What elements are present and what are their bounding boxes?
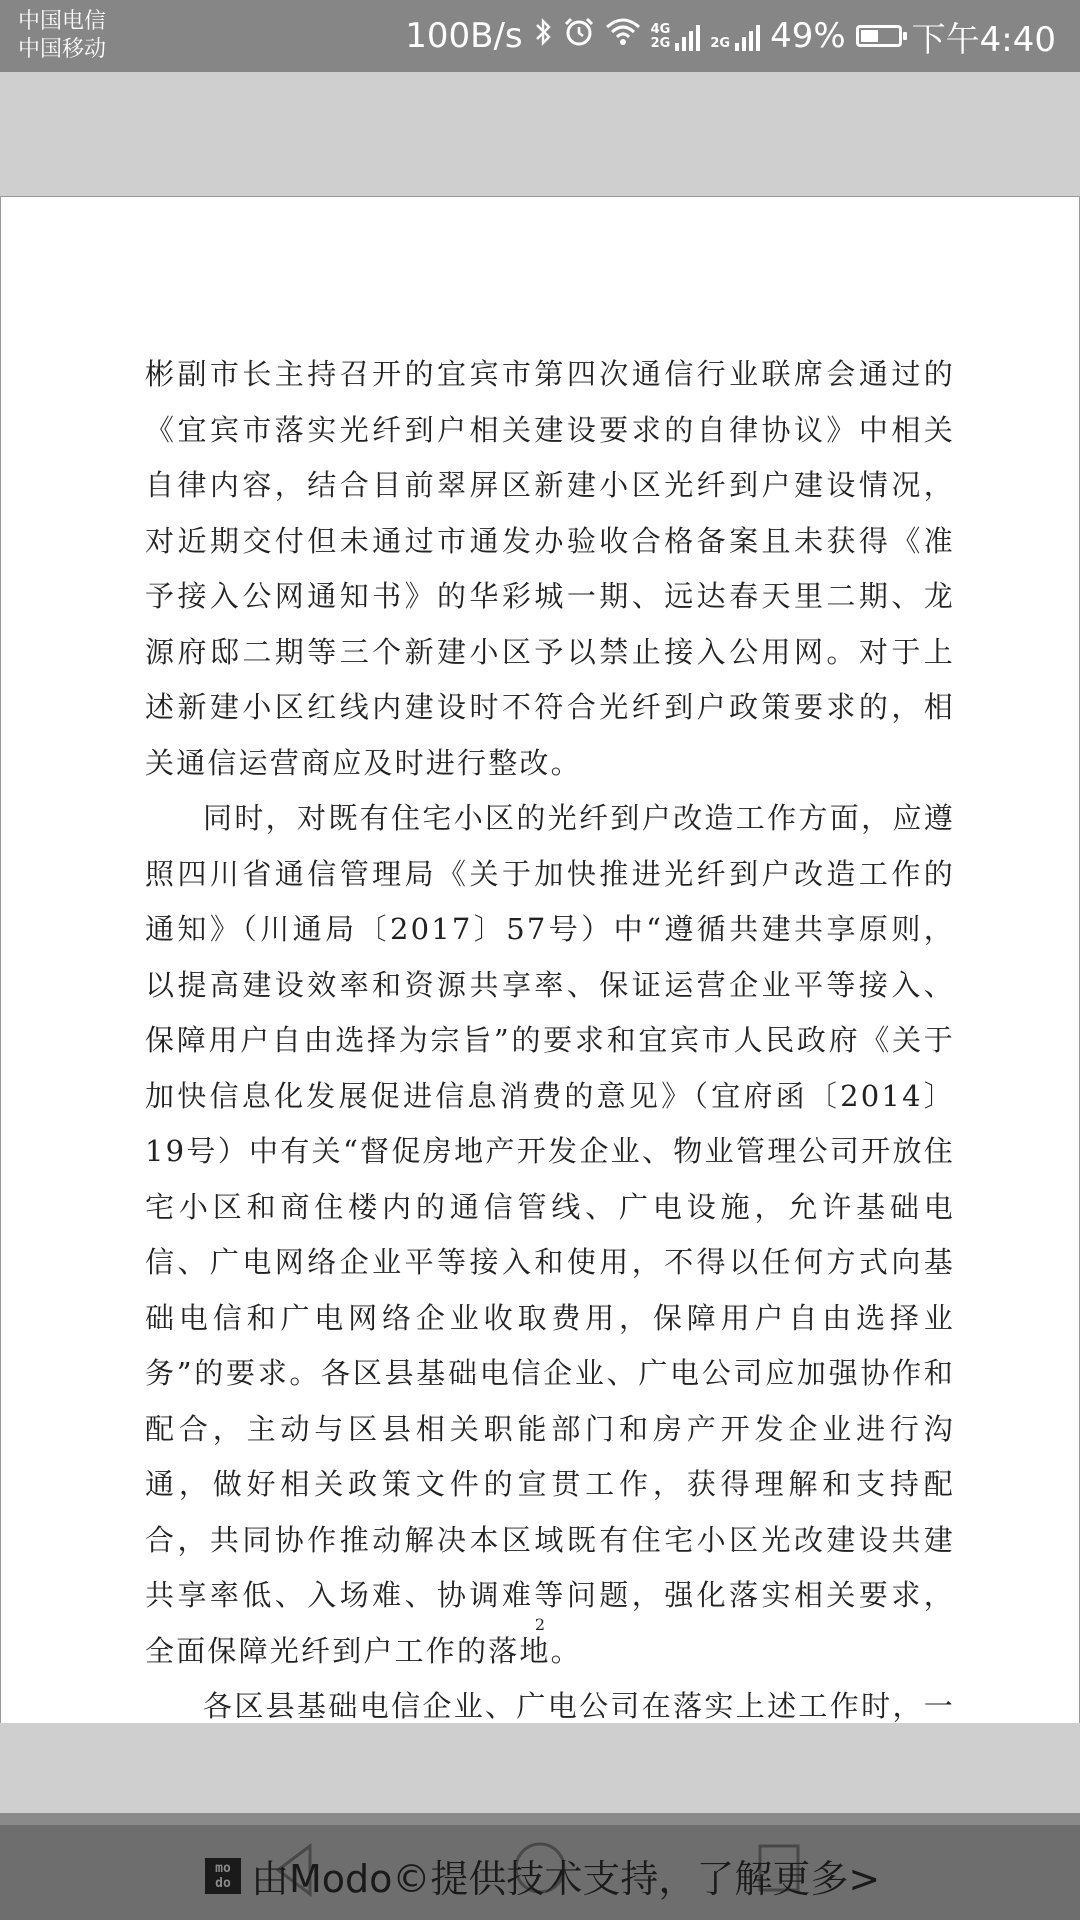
document-body: [145, 347, 955, 1790]
network-speed: 100B/s: [405, 16, 523, 56]
viewer-top-margin: [0, 72, 1080, 196]
promo-link[interactable]: [205, 1848, 880, 1903]
status-icons: [405, 14, 1056, 58]
carrier-info: [18, 8, 106, 64]
carrier-2: 中国移动: [18, 37, 107, 62]
alarm-icon: [563, 16, 595, 57]
document-page[interactable]: [0, 196, 1080, 1724]
viewer-bottom-margin: [0, 1723, 1080, 1813]
page-number: 2: [534, 1615, 546, 1634]
paragraph-1: 彬副市长主持召开的宜宾市第四次通信行业联席会通过的《宜宾市落实光纤到户相关建设要求的自律协议》中相关自律内容，结合目前翠屏区新建小区光纤到户建设情况，对近期交付但未通过市通发办验收合格备案且未获得《准予接入公网通知书》的华彩城一期、远达春天里二期、龙源府邸二期等三个新建小区予以禁止接入公用网。对于上述新建小区红线内建设时不符合光纤到户政策要求的，相关通信运营商应及时进行整改。: [145, 357, 955, 780]
network-type-tag: 4G 2G: [650, 22, 671, 51]
wifi-icon: [605, 16, 641, 56]
network-type-tag-2: 2G: [710, 36, 731, 51]
signal-2-icon: [710, 21, 760, 51]
battery-percent: 49%: [770, 16, 846, 56]
promo-text[interactable]: 由Modo©提供技术支持，了解更多>: [251, 1857, 881, 1901]
paragraph-3: 各区县基础电信企业、广电公司在落实上述工作时，一: [203, 1689, 955, 1723]
carrier-1: 中国电信: [18, 9, 107, 34]
bluetooth-icon: [533, 16, 553, 57]
clock: 下午4:40: [911, 19, 1056, 60]
signal-icon: [651, 21, 701, 51]
paragraph-2: 同时，对既有住宅小区的光纤到户改造工作方面，应遵照四川省通信管理局《关于加快推进光纤到户改造工作的通知》（川通局〔2017〕57号）中“遵循共建共享原则，以提高建设效率和资源共享率、保证运营企业平等接入、保障用户自由选择为宗旨”的要求和宜宾市人民政府《关于加快信息化发展促进信息消费的意见》（宜府函〔2014〕19号）中有关“督促房地产开发企业、物业管理公司开放住宅小区和商住楼内的通信管线、广电设施，允许基础电信、广电网络企业平等接入和使用，不得以任何方式向基础电信和广电网络企业收取费用，保障用户自由选择业务”的要求。各区县基础电信企业、广电公司应加强协作和配合，主动与区县相关职能部门和房产开发企业进行沟通，做好相关政策文件的宣贯工作，获得理解和支持配合，共同协作推动解决本区域既有住宅小区光改建设共建共享率低、入场难、协调难等问题，强化落实相关要求，全面保障光纤到户工作的落地。: [145, 801, 955, 1668]
battery-icon: [856, 25, 902, 47]
modo-logo-icon: mo do: [205, 1858, 241, 1894]
status-bar: [0, 0, 1080, 72]
